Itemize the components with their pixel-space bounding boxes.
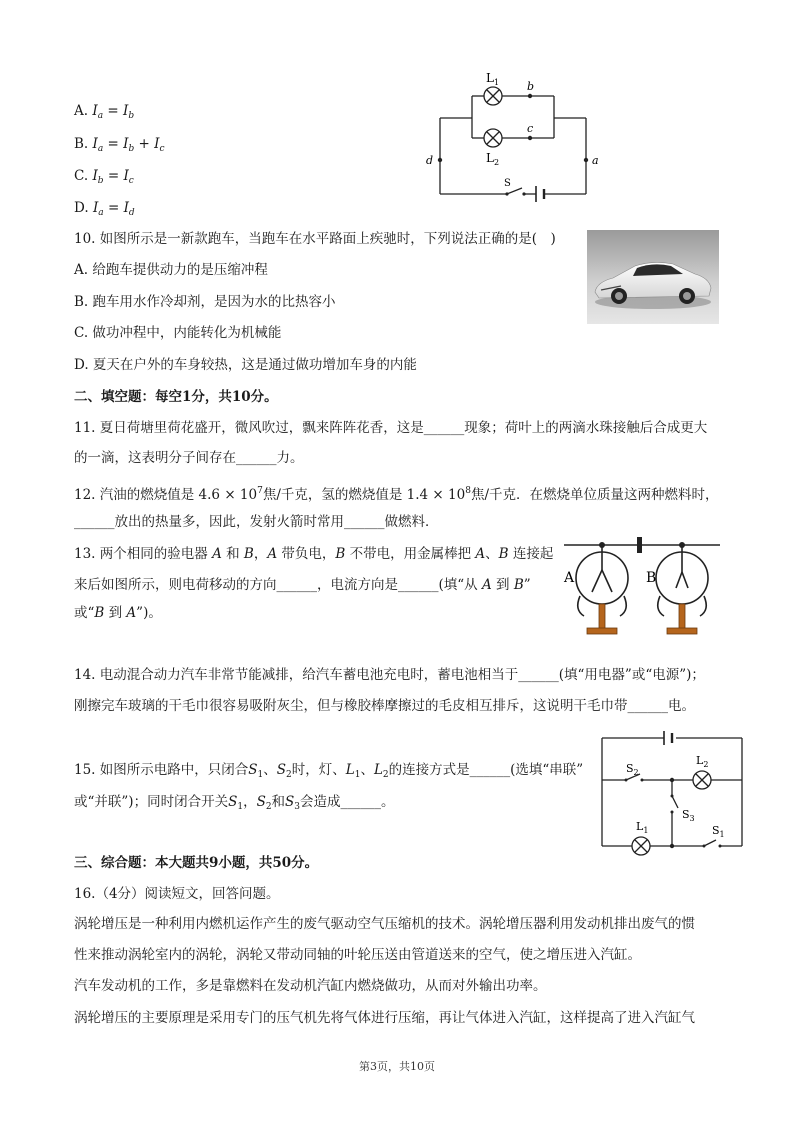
q15-line-1: 15. 如图所示电路中，只闭合$S_1$、$S_2$时，灯、$L_1$、$L_2$的连接方式是______(选填“串联” [74, 762, 584, 780]
q9-option-d: D. $I_a = I_d$ [74, 200, 135, 218]
section-2-title: 二、填空题：每空1分，共10分。 [74, 389, 278, 405]
q10-option-a: A. 给跑车提供动力的是压缩冲程 [74, 262, 268, 278]
svg-text:B: B [646, 570, 657, 586]
q15-circuit-diagram [596, 728, 748, 860]
q16-paragraph-1a: 涡轮增压是一种利用内燃机运作产生的废气驱动空气压缩机的技术。涡轮增压器利用发动机排出废气的惯 [74, 916, 695, 932]
q9-option-b: B. $I_a = I_b + I_c$ [74, 136, 165, 154]
q14-line-1: 14. 电动混合动力汽车非常节能减排，给汽车蓄电池充电时，蓄电池相当于______(填“用电器”或“电源”)； [74, 667, 705, 683]
q11-line-2: 的一滴，这表明分子间存在______力。 [74, 450, 304, 466]
q13-line-1: 13. 两个相同的验电器 A 和 B，A 带负电，B 不带电，用金属棒把 A、B 连接起 [74, 546, 554, 562]
svg-text:A: A [564, 570, 575, 586]
q15-line-2: 或“并联”)；同时闭合开关$S_1$，$S_2$和$S_3$会造成______。 [74, 794, 395, 812]
svg-text:b: b [527, 80, 535, 93]
q10-option-b: B. 跑车用水作冷却剂，是因为水的比热容小 [74, 294, 336, 310]
q10-stem: 10. 如图所示是一新款跑车，当跑车在水平路面上疾驰时，下列说法正确的是( ) [74, 231, 556, 247]
svg-text:L1: $L_1$ [486, 71, 500, 87]
q9-circuit-diagram [420, 68, 610, 204]
q13-line-2: 来后如图所示，则电荷移动的方向______，电流方向是______(填“从 A 到 B” [74, 577, 531, 593]
q16-paragraph-1b: 性来推动涡轮室内的涡轮，涡轮又带动同轴的叶轮压送由管道送来的空气，使之增压进入汽缸。 [74, 947, 641, 963]
svg-text:c: c [527, 122, 534, 135]
q16-paragraph-3: 涡轮增压的主要原理是采用专门的压气机先将气体进行压缩，再让气体进入汽缸，这样提高了进入汽缸气 [74, 1010, 695, 1026]
sports-car-photo [587, 230, 719, 324]
q10-option-d: D. 夏天在户外的车身较热，这是通过做功增加车身的内能 [74, 357, 417, 373]
svg-text:L1: $L_1$ [636, 820, 649, 835]
q16-paragraph-2: 汽车发动机的工作，多是靠燃料在发动机汽缸内燃烧做功，从而对外输出功率。 [74, 978, 547, 994]
svg-text:S1: $S_1$ [712, 824, 725, 839]
page-footer: 第3页，共10页 [359, 1060, 435, 1073]
svg-text:L2: $L_2$ [486, 151, 500, 167]
q11-line-1: 11. 夏日荷塘里荷花盛开，微风吹过，飘来阵阵花香，这是______现象；荷叶上的两滴水珠接触后合成更大 [74, 420, 708, 436]
q13-line-3: 或“B 到 A”)。 [74, 605, 162, 621]
svg-text:L2: $L_2$ [696, 754, 709, 769]
q9-option-c: C. $I_b = I_c$ [74, 168, 134, 186]
svg-text:S: S [504, 178, 511, 189]
svg-text:d: d [426, 154, 434, 167]
q14-line-2: 刚擦完车玻璃的干毛巾很容易吸附灰尘，但与橡胶棒摩擦过的毛皮相互排斥，这说明干毛巾带______电。 [74, 698, 695, 714]
svg-text:S2: $S_2$ [626, 762, 639, 777]
q12-line-2: ______放出的热量多，因此，发射火箭时常用______做燃料． [74, 514, 439, 530]
q10-option-c: C. 做功冲程中，内能转化为机械能 [74, 325, 282, 341]
svg-text:a: a [592, 154, 599, 167]
q9-option-a: A. $I_a = I_b$ [74, 103, 135, 121]
electroscope-diagram [562, 530, 722, 640]
q12-line-1: 12. 汽油的燃烧值是 $4.6 \times 10^7$焦/千克，氢的燃烧值是 $1.4 \times 10^8$焦/千克．在燃烧单位质量这两种燃料时， [74, 486, 719, 503]
svg-text:S3: $S_3$ [682, 808, 695, 823]
section-3-title: 三、综合题：本大题共9小题，共50分。 [74, 855, 319, 871]
q16-stem: 16.（4分）阅读短文，回答问题。 [74, 886, 280, 902]
